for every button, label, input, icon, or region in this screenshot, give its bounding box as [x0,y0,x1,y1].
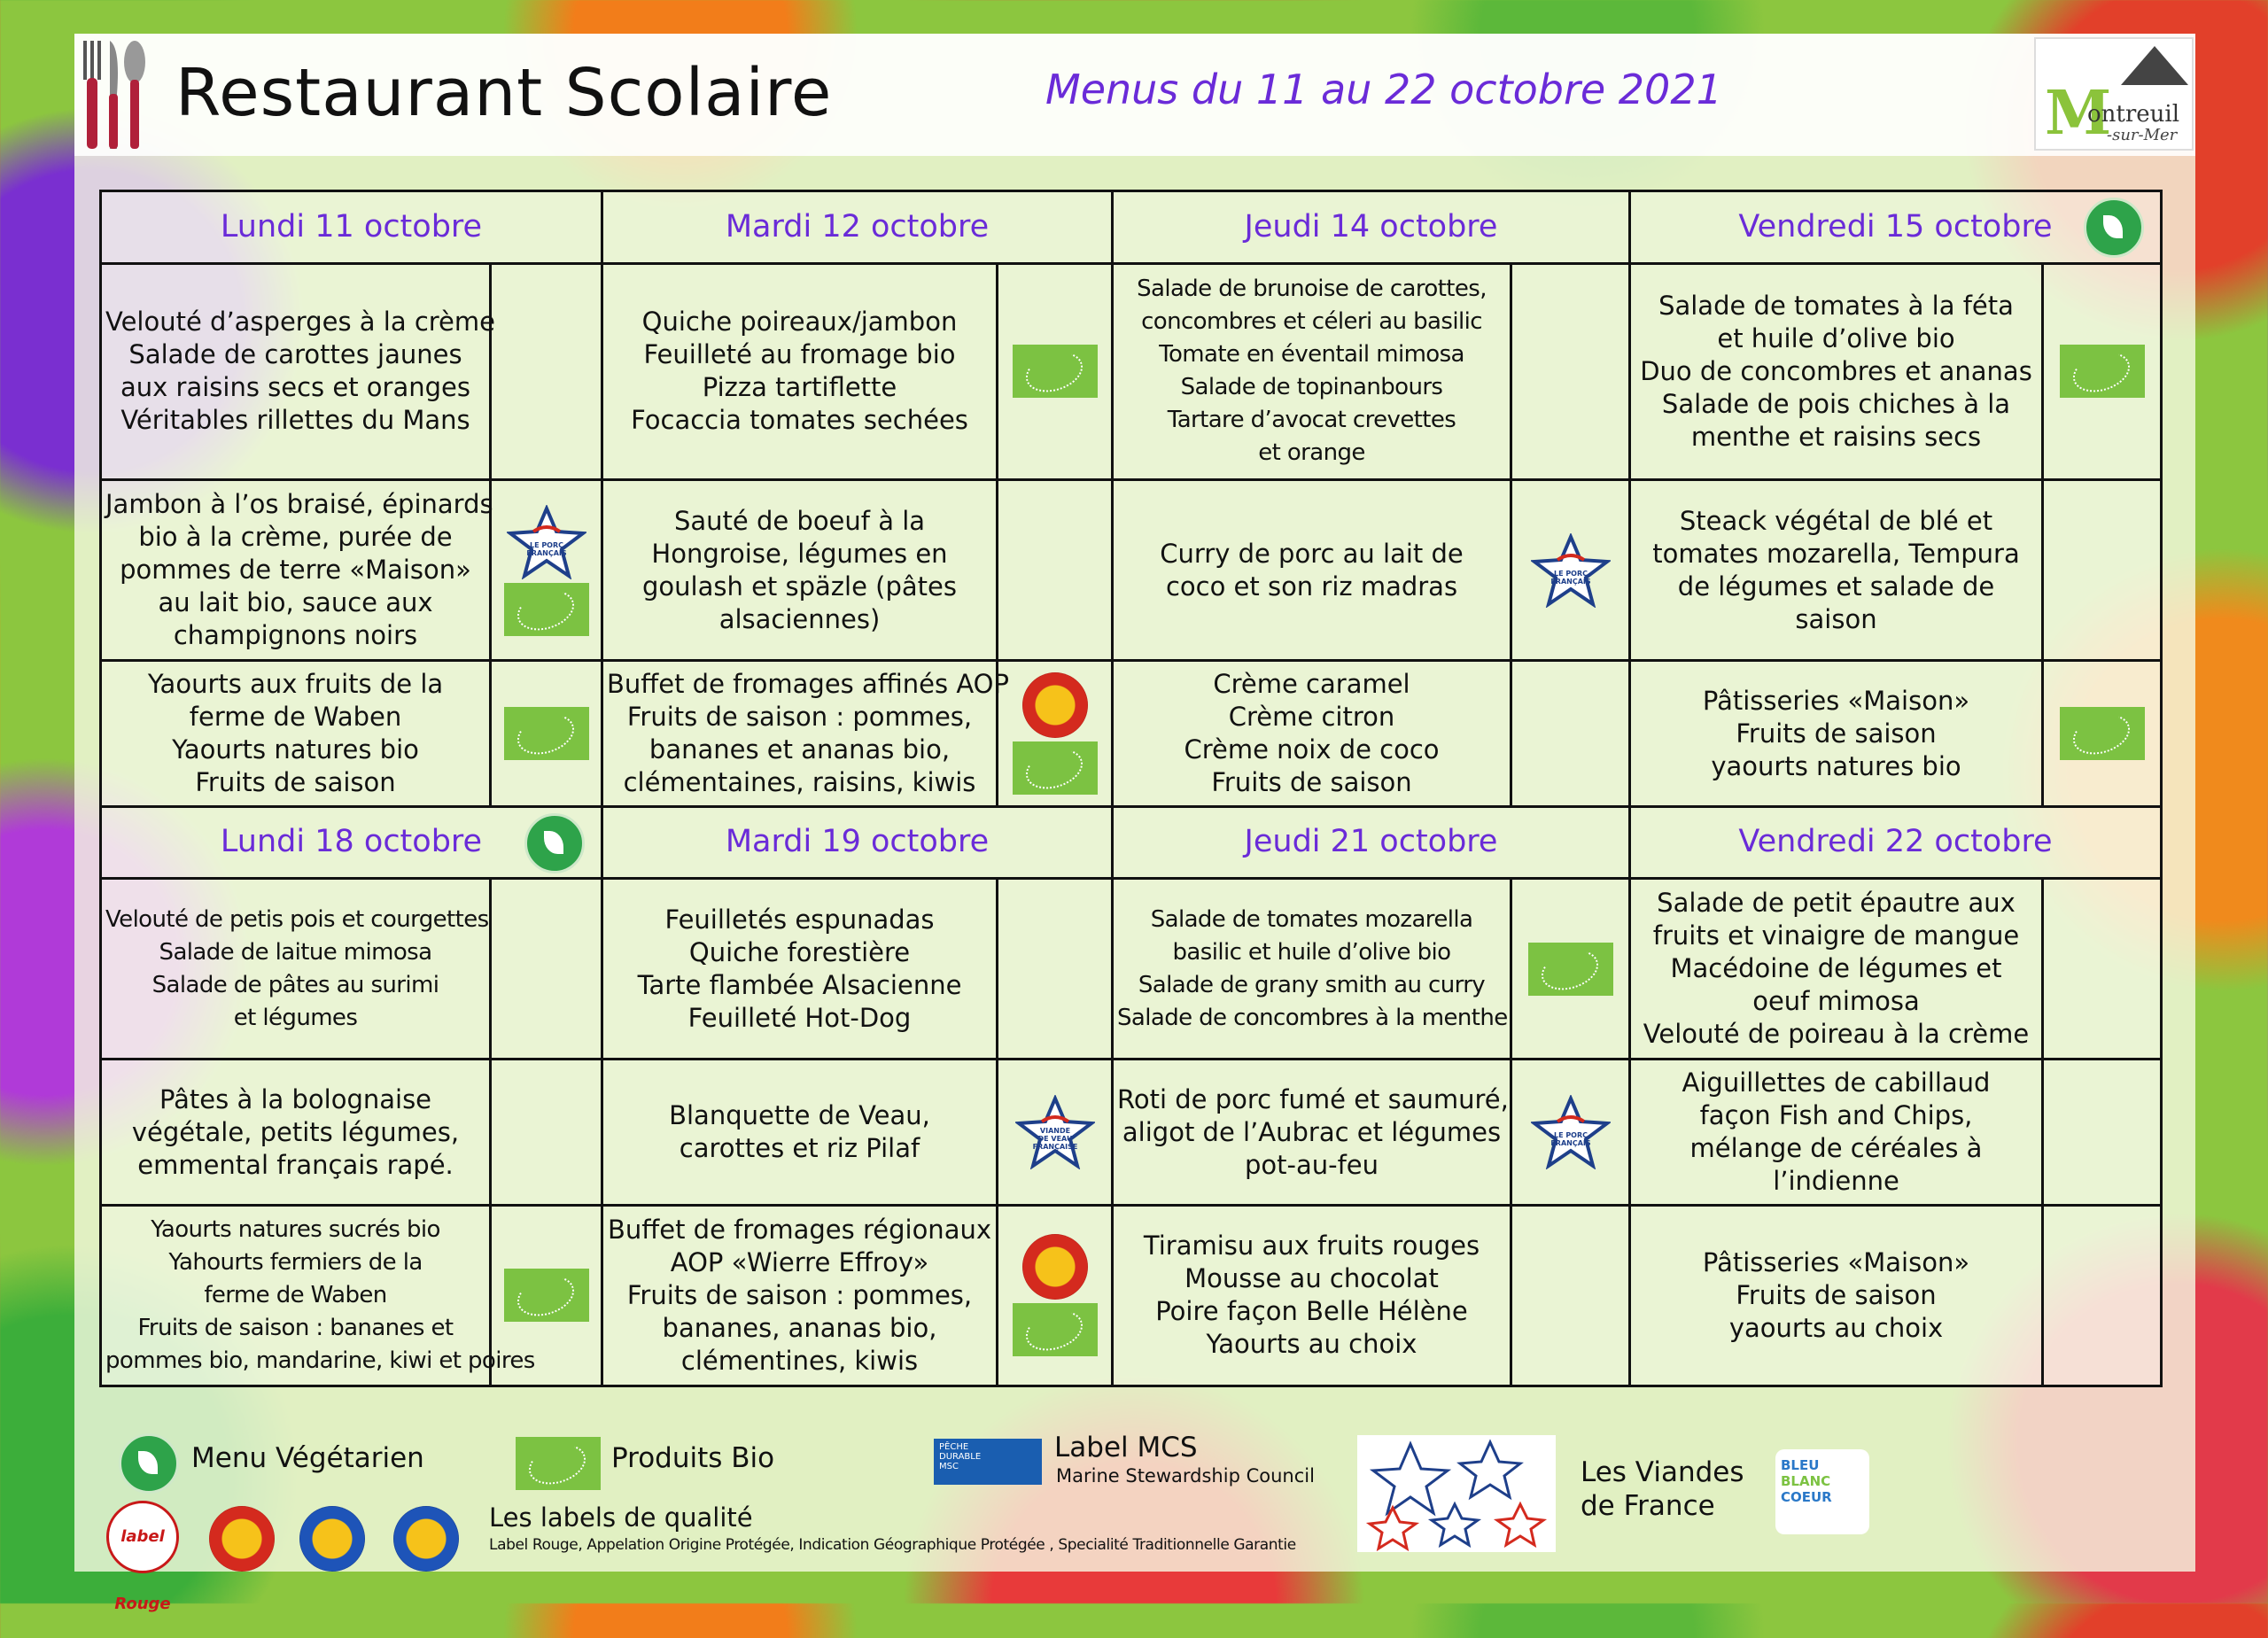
menu-item: yaourts natures bio [1711,750,1961,781]
menu-item: bio à la crème, purée de [138,522,453,553]
badge-text: FRANÇAIS [1550,1139,1591,1148]
bleu-blanc-coeur-icon [1775,1449,1869,1534]
menu-item: façon Fish and Chips, [1699,1100,1973,1131]
meal-cell [1630,1205,2043,1386]
day-header [101,806,602,879]
meal-cell [1113,1205,1511,1386]
day-name: Jeudi 21 octobre [1244,824,1498,860]
menu-item: et huile d’olive bio [1717,322,1955,353]
label-cell [1511,879,1630,1060]
aop-icon [1022,1234,1088,1300]
label-cell [1511,661,1630,806]
meal-text [105,488,493,652]
logo-text: ontreuil [2087,101,2180,128]
meal-cell [1113,661,1511,806]
meal-cell [602,1205,998,1386]
menu-item: Salade de brunoise de carottes, [1137,276,1487,303]
meal-cell [1630,1060,2043,1205]
label-cell [2043,263,2162,480]
menu-item: Velouté de petis pois et courgettes [105,905,489,933]
cutlery-icon [78,35,149,152]
menu-item: au lait bio, sauce aux [158,587,433,618]
menu-item: Feuilletés espunadas [664,904,935,935]
menu-item: Salade de carottes jaunes [128,339,462,370]
label-cell [998,661,1113,806]
meal-text [105,904,489,1035]
menu-item: Buffet de fromages régionaux [607,1214,992,1245]
bio-icon [1528,943,1613,996]
meal-row [101,879,2162,1060]
menu-item: mélange de céréales à [1689,1133,1983,1164]
menu-item: ferme de Waben [189,702,402,733]
label-cell [2043,1060,2162,1205]
bbc-line: COEUR [1781,1489,1832,1505]
meal-text [607,668,1009,799]
menu-item: clémentines, kiwis [680,1345,919,1376]
label-cell [998,1060,1113,1205]
meal-cell [101,480,491,661]
label-cell [1511,1205,1630,1386]
meal-cell [101,879,491,1060]
bio-icon [504,583,589,636]
meal-text [1635,685,2038,783]
meal-text [1117,273,1506,470]
label-cell [998,263,1113,480]
town-logo [2034,37,2194,151]
meal-text [105,1214,535,1378]
porc-francais-icon [507,505,586,579]
meal-cell [1113,879,1511,1060]
badge-text: LE PORC [1553,1131,1588,1140]
day-header [602,806,1113,879]
meal-cell [1113,263,1511,480]
day-name: Lundi 18 octobre [220,824,483,860]
menu-item: basilic et huile d’olive bio [1172,938,1451,966]
menu-item: et orange [1258,439,1365,467]
meal-row [101,1060,2162,1205]
menu-item: Pâtes à la bolognaise [159,1083,432,1114]
legend-quality-sub: Label Rouge, Appelation Origine Protégée, Indication Géographique Protégée , Specialité Traditionnelle Garantie [489,1536,1296,1554]
menu-item: alsaciennes) [718,603,881,634]
msc-badge-line: DURABLE [939,1452,982,1462]
menu-item: ferme de Waben [204,1281,387,1308]
menu-item: Jambon à l’os braisé, épinards [105,489,493,520]
menu-item: Véritables rillettes du Mans [120,405,470,436]
menu-item: emmental français rapé. [137,1149,454,1180]
menu-item: concombres et céleri au basilic [1141,308,1482,336]
meal-cell [101,661,491,806]
menu-item: Velouté d’asperges à la crème [105,307,495,338]
msc-badge-line: MSC [939,1462,959,1471]
roof-icon [2121,46,2188,85]
label-cell [1511,480,1630,661]
menu-item: pommes bio, mandarine, kiwi et poires [105,1347,535,1374]
meal-text [105,1083,485,1182]
meal-cell [1113,1060,1511,1205]
label-cell [491,263,602,480]
bio-icon [2060,707,2145,760]
menu-item: Quiche forestière [688,936,911,967]
label-rouge-icon: label Rouge [106,1501,179,1573]
menu-item: Fruits de saison [195,767,396,798]
day-name: Vendredi 22 octobre [1738,824,2053,860]
label-cell [2043,661,2162,806]
menu-item: Salade de tomates à la féta [1658,290,2014,321]
msc-icon [934,1439,1042,1485]
label-cell [491,1060,602,1205]
menu-item: l’indienne [1773,1166,1899,1197]
meal-text [1117,1083,1509,1182]
menu-item: menthe et raisins secs [1690,421,1982,452]
menu-period: Menus du 11 au 22 octobre 2021 [1045,66,1722,113]
meal-cell [101,1205,535,1386]
menu-item: Salade de grany smith au curry [1138,971,1486,998]
menu-item: Salade de petit épautre aux [1657,888,2016,919]
menu-item: fruits et vinaigre de mangue [1652,920,2020,951]
meal-cell [602,263,998,480]
menu-item: Hongroise, légumes en [651,538,948,569]
menu-item: Curry de porc au lait de [1160,538,1464,569]
menu-item: Salade de laitue mimosa [159,938,432,966]
menu-item: Blanquette de Veau, [669,1100,930,1131]
meal-cell [1630,879,2043,1060]
label-cell [2043,879,2162,1060]
viandes-de-france-icon [1357,1435,1556,1552]
menu-item: oeuf mimosa [1752,986,1920,1017]
label-cell [2043,1205,2162,1386]
menu-item: Yaourts natures bio [172,734,419,765]
meal-cell [602,879,998,1060]
menu-item: Salade de pois chiches à la [1661,388,2011,419]
label-cell [1511,263,1630,480]
menu-item: champignons noirs [173,620,418,651]
day-name: Jeudi 14 octobre [1244,208,1498,245]
menu-item: Pâtisseries «Maison» [1702,685,1970,716]
menu-item: Crème citron [1228,702,1395,733]
menu-item: Fruits de saison : pommes, [626,1279,973,1310]
meal-cell [101,263,495,480]
menu-item: Roti de porc fumé et saumuré, [1117,1083,1509,1114]
meal-row [101,1205,2162,1386]
menu-item: Fruits de saison : pommes, [626,702,973,733]
menu-item: Yaourts aux fruits de la [147,669,444,700]
meal-row [101,661,2162,806]
menu-item: Macédoine de légumes et [1670,953,2002,984]
meal-cell [1630,263,2043,480]
menu-item: Tiramisu aux fruits rouges [1143,1230,1480,1261]
menu-item: saison [1795,603,1877,634]
meal-cell [1113,480,1511,661]
igp-icon [299,1506,365,1572]
menu-item: Salade de tomates mozarella [1150,905,1473,933]
menu-item: Salade de pâtes au surimi [151,971,439,998]
menu-item: Yahourts fermiers de la [168,1248,423,1276]
menu-item: Duo de concombres et ananas [1640,355,2032,386]
meal-text [1635,505,2038,636]
bio-icon [2060,345,2145,398]
menu-item: Velouté de poireau à la crème [1643,1019,2030,1050]
legend-msc-title: Label MCS [1054,1432,1198,1463]
menu-item: Feuilleté au fromage bio [643,339,956,370]
vegetarian-icon [119,1433,179,1494]
menu-item: Pizza tartiflette [702,372,897,403]
label-cell [998,480,1113,661]
menu-item: goulash et späzle (pâtes [642,571,957,602]
meal-text [1117,538,1506,603]
menu-item: végétale, petits légumes, [131,1116,460,1147]
bio-icon [504,707,589,760]
meal-cell [1630,661,2043,806]
label-cell [2043,480,2162,661]
menu-item: AOP «Wierre Effroy» [670,1246,929,1277]
menu-item: Poire façon Belle Hélène [1155,1296,1468,1327]
menu-item: et légumes [233,1004,358,1031]
aop-icon [209,1506,275,1572]
menu-item: Sauté de boeuf à la [673,505,926,536]
legend-bio: Produits Bio [611,1442,775,1474]
meal-text [1117,1230,1506,1361]
badge-text: FRANÇAIS [1550,577,1591,586]
menu-item: Aiguillettes de cabillaud [1682,1067,1991,1098]
menu-item: Buffet de fromages affinés AOP [607,669,1009,700]
day-header [1630,806,2162,879]
label-cell [998,879,1113,1060]
day-name: Mardi 12 octobre [725,208,990,245]
badge-text: FRANÇAISE [1032,1143,1077,1152]
vegetarian-icon [2084,198,2144,258]
menu-item: Crème noix de coco [1184,734,1440,765]
meal-text [607,1099,992,1165]
legend-msc-sub: Marine Stewardship Council [1056,1465,1315,1487]
meal-text [1635,887,2038,1051]
meal-text [1117,668,1506,799]
menu-item: Tartare d’avocat crevettes [1167,407,1456,434]
meal-text [1117,904,1506,1035]
day-header-row [101,806,2162,879]
menu-item: Yaourts natures sucrés bio [151,1215,440,1243]
menu-item: Fruits de saison [1736,1279,1937,1310]
menu-item: Fruits de saison : bananes et [137,1314,454,1341]
meal-text [1635,1067,2038,1198]
porc-francais-icon [1531,1095,1611,1169]
menu-item: Quiche poireaux/jambon [641,307,958,338]
meal-cell [602,480,998,661]
bio-icon [516,1437,601,1490]
meal-text [105,668,485,799]
meal-cell [602,1060,998,1205]
day-header [602,191,1113,264]
menu-item: Focaccia tomates sechées [631,405,968,436]
badge-text: LE PORC [529,540,563,549]
menu-item: de légumes et salade de [1677,571,1995,602]
meal-text [607,1214,992,1378]
meal-text [105,306,495,437]
label-cell [491,480,602,661]
meal-text [1635,290,2038,454]
day-header [1113,806,1630,879]
menu-item: yaourts au choix [1728,1312,1944,1343]
viande-veau-francaise-icon [1015,1095,1095,1169]
menu-item: Mousse au chocolat [1184,1263,1439,1294]
menu-item: bananes et ananas bio, [649,734,951,765]
menu-item: tomates mozarella, Tempura [1652,538,2020,569]
logo-subtext: -sur-Mer [2107,126,2178,144]
label-cell [491,879,602,1060]
stg-icon [393,1506,459,1572]
day-name: Lundi 11 octobre [220,208,483,245]
menu-item: pommes de terre «Maison» [120,555,471,586]
bio-icon [1013,741,1098,795]
menu-item: Salade de topinanbours [1180,374,1443,401]
menu-item: Pâtisseries «Maison» [1702,1246,1970,1277]
menu-item: Yaourts au choix [1206,1329,1418,1360]
page-title: Restaurant Scolaire [175,55,833,131]
logo-letter: M [2045,78,2112,149]
meal-cell [101,1060,491,1205]
menu-item: bananes, ananas bio, [662,1312,937,1343]
legend-vegetarian: Menu Végétarien [191,1442,424,1474]
label-cell [998,1205,1113,1386]
menu-item: Tarte flambée Alsacienne [637,969,962,1000]
label-cell [1511,1060,1630,1205]
badge-text: LE PORC [1553,569,1588,578]
menu-item: aux raisins secs et oranges [120,372,470,403]
menu-item: clémentaines, raisins, kiwis [623,767,976,798]
msc-badge-line: PÊCHE [939,1442,969,1452]
badge-text: DE VEAU [1037,1135,1072,1144]
meal-row [101,480,2162,661]
vegetarian-icon [524,813,585,873]
meal-cell [602,661,1009,806]
menu-item: aligot de l’Aubrac et légumes [1122,1116,1502,1147]
bbc-line: BLEU [1781,1457,1820,1473]
day-header [1630,191,2162,264]
legend-quality-title: Les labels de qualité [489,1502,753,1533]
menu-item: Fruits de saison [1211,767,1412,798]
bbc-line: BLANC [1781,1473,1831,1489]
porc-francais-icon [1531,533,1611,608]
badge-text: VIANDE [1039,1127,1070,1136]
day-name: Mardi 19 octobre [725,824,990,860]
menu-item: Crème caramel [1213,669,1410,700]
day-header [1113,191,1630,264]
menu-item: Fruits de saison [1736,718,1937,749]
bio-icon [1013,345,1098,398]
day-header [101,191,602,264]
label-cell [491,661,602,806]
menu-item: carottes et riz Pilaf [679,1133,920,1164]
menu-item: Feuilleté Hot-Dog [687,1002,912,1033]
legend-viandes-1: Les Viandes [1581,1456,1744,1488]
meal-cell [1630,480,2043,661]
menu-item: Salade de concombres à la menthe [1117,1004,1508,1031]
meal-text [1635,1246,2038,1345]
menu-item: Steack végétal de blé et [1679,505,1993,536]
meal-text [607,505,992,636]
aop-icon [1022,672,1088,738]
day-header-row [101,191,2162,264]
menu-item: Tomate en éventail mimosa [1159,341,1464,369]
bio-icon [504,1269,589,1322]
meal-text [607,306,992,437]
meal-row [101,263,2162,480]
badge-text: FRANÇAIS [525,548,567,557]
menu-table [99,190,2163,1387]
bio-icon [1013,1303,1098,1356]
legend-viandes-2: de France [1581,1490,1715,1522]
menu-item: pot-au-feu [1244,1149,1379,1180]
menu-item: coco et son riz madras [1165,571,1458,602]
meal-text [607,904,992,1035]
day-name: Vendredi 15 octobre [1738,208,2053,245]
